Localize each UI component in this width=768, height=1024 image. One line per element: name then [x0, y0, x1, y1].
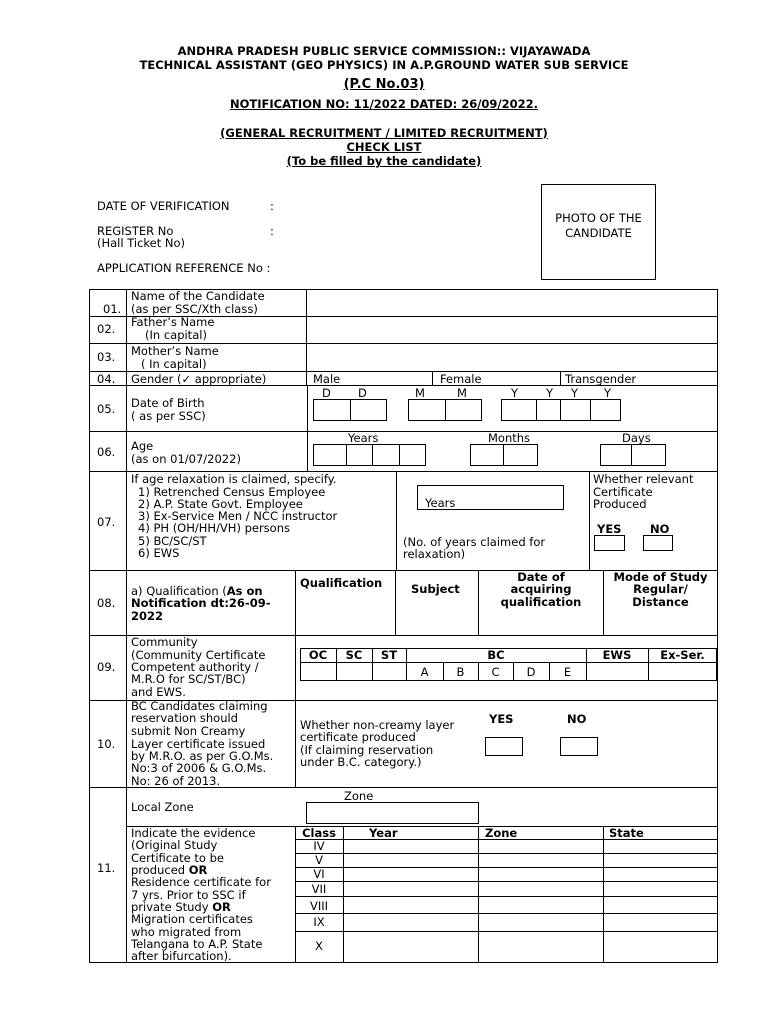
- row-08-label-1a: a) Qualification (: [131, 584, 227, 598]
- commission-title: ANDHRA PRADESH PUBLIC SERVICE COMMISSION:: VIJAYAWADA: [177, 44, 591, 58]
- bc-group-e[interactable]: E: [563, 665, 572, 679]
- certificate-question-3: Produced: [593, 497, 647, 511]
- certificate-yes-label: YES: [597, 522, 622, 536]
- row-01-label-2: (as per SSC/Xth class): [131, 302, 258, 316]
- row-06-number: 06.: [97, 445, 116, 459]
- label-value-divider: [307, 385, 308, 471]
- zone-header: Zone: [485, 826, 518, 840]
- row-07-divider: [396, 471, 397, 570]
- relaxation-years-input[interactable]: [417, 485, 564, 510]
- check-list-text: CHECK LIST: [346, 140, 422, 154]
- relaxation-years-label: Years: [425, 496, 456, 510]
- row-10-divider: [295, 700, 296, 787]
- row-09-label-2: (Community Certificate: [131, 648, 266, 662]
- row-07-number: 07.: [97, 515, 116, 529]
- date-header-2: acquiring: [510, 582, 572, 596]
- certificate-yes-checkbox[interactable]: [594, 535, 625, 551]
- relaxation-claimed-2: relaxation): [403, 547, 466, 561]
- age-days-input[interactable]: [600, 444, 666, 466]
- class-vi: VI: [313, 867, 325, 881]
- class-viii: VIII: [309, 899, 329, 913]
- qualification-header: Qualification: [300, 576, 383, 590]
- gender-transgender-option[interactable]: Transgender: [565, 372, 637, 386]
- certificate-no-label: NO: [650, 522, 670, 536]
- dob-month-label: M: [415, 386, 425, 400]
- year-header: Year: [369, 826, 398, 840]
- dob-year-label: Y: [571, 386, 579, 400]
- evidence-line-6: 7 yrs. Prior to SSC if: [131, 888, 246, 902]
- dob-month-input[interactable]: [408, 399, 482, 421]
- row-09-divider: [295, 635, 296, 700]
- zone-label: Zone: [344, 789, 374, 803]
- dob-year-label: Y: [511, 386, 519, 400]
- evidence-line-2: (Original Study: [131, 838, 218, 852]
- number-column-divider: [126, 289, 127, 963]
- age-years-label: Years: [348, 431, 379, 445]
- row-01-label-1: Name of the Candidate: [131, 289, 265, 303]
- row-10-label-7: No: 26 of 2013.: [131, 774, 221, 788]
- community-sc[interactable]: SC: [345, 648, 363, 662]
- father-name-field[interactable]: [307, 317, 717, 343]
- notification-text: NOTIFICATION NO: 11/2022 DATED: 26/09/2022.: [229, 97, 539, 111]
- gender-female-option[interactable]: Female: [440, 372, 482, 386]
- row-02-number: 02.: [97, 322, 116, 336]
- row-10-label-5: by M.R.O. as per G.O.Ms.: [131, 749, 274, 763]
- relaxation-item-5: 5) BC/SC/ST: [138, 534, 207, 548]
- evidence-line-7-text: private Study: [131, 900, 213, 914]
- gender-male-option[interactable]: Male: [313, 372, 341, 386]
- row-05-label-2: ( as per SSC): [131, 409, 206, 423]
- row-03-number: 03.: [97, 350, 116, 364]
- dob-month-label: M: [457, 386, 467, 400]
- row-09-label-5: and EWS.: [131, 685, 186, 699]
- recruitment-text: (GENERAL RECRUITMENT / LIMITED RECRUITMENT): [220, 126, 548, 140]
- certificate-no-checkbox[interactable]: [643, 535, 673, 551]
- non-creamy-question-4: under B.C. category.): [300, 755, 422, 769]
- row-06-label-2: (as on 01/07/2022): [131, 452, 241, 466]
- row-08-divider: [295, 570, 296, 635]
- notification-line: [0, 97, 768, 111]
- dob-day-input[interactable]: [313, 399, 387, 421]
- photo-label-1: PHOTO OF THE: [555, 211, 642, 225]
- gender-divider: [560, 371, 561, 385]
- photo-box[interactable]: [541, 184, 656, 280]
- row-07-label: If age relaxation is claimed, specify.: [131, 472, 337, 486]
- non-creamy-question-2: certificate produced: [300, 730, 416, 744]
- age-months-input[interactable]: [470, 444, 538, 466]
- hall-ticket-label: (Hall Ticket No): [97, 236, 186, 250]
- certificate-question-2: Certificate: [593, 485, 653, 499]
- mode-header-3: Distance: [632, 595, 689, 609]
- date-header-3: qualification: [500, 595, 582, 609]
- row-04-number: 04.: [97, 372, 116, 386]
- evidence-line-8: Migration certificates: [131, 912, 253, 926]
- dob-year-input[interactable]: [501, 399, 621, 421]
- community-oc[interactable]: OC: [308, 648, 328, 662]
- relaxation-item-2: 2) A.P. State Govt. Employee: [138, 497, 303, 511]
- mode-header-1: Mode of Study: [613, 570, 708, 584]
- gender-divider: [432, 371, 433, 385]
- age-days-label: Days: [622, 431, 651, 445]
- row-04-label: Gender (✓ appropriate): [131, 372, 267, 386]
- row-10-label-2: reservation should: [131, 711, 238, 725]
- row-05-number: 05.: [97, 402, 116, 416]
- row-08-label-2: Notification dt:26-09-: [131, 596, 271, 610]
- evidence-line-3: Certificate to be: [131, 851, 224, 865]
- row-06-label-1: Age: [131, 439, 154, 453]
- row-09-label-4: M.R.O for SC/ST/BC): [131, 672, 246, 686]
- non-creamy-yes-checkbox[interactable]: [485, 737, 523, 756]
- age-years-input[interactable]: [313, 444, 426, 466]
- row-07-divider: [589, 471, 590, 570]
- non-creamy-question-3: (If claiming reservation: [300, 743, 434, 757]
- class-vii: VII: [311, 882, 327, 896]
- row-08-number: 08.: [97, 596, 116, 610]
- bc-group-b[interactable]: B: [456, 665, 465, 679]
- dob-year-label: Y: [546, 386, 554, 400]
- non-creamy-no-checkbox[interactable]: [560, 737, 598, 756]
- non-creamy-no-label: NO: [567, 712, 587, 726]
- dob-day-label: D: [322, 386, 331, 400]
- relaxation-item-4: 4) PH (OH/HH/VH) persons: [138, 521, 290, 535]
- application-reference-label: APPLICATION REFERENCE No :: [97, 261, 271, 275]
- evidence-line-9: who migrated from: [131, 925, 242, 939]
- row-08-label-3: 2022: [131, 609, 164, 623]
- row-09-number: 09.: [97, 660, 116, 674]
- row-02-label-1: Father’s Name: [131, 315, 215, 329]
- class-iv: IV: [313, 839, 325, 853]
- row-03-label-1: Mother’s Name: [131, 344, 219, 358]
- pc-number: [0, 77, 768, 92]
- filled-by-note: [0, 154, 768, 168]
- post-title: TECHNICAL ASSISTANT (GEO PHYSICS) IN A.P.GROUND WATER SUB SERVICE: [139, 58, 629, 72]
- non-creamy-yes-label: YES: [489, 712, 514, 726]
- colon: :: [270, 224, 274, 238]
- dob-year-label: Y: [604, 386, 612, 400]
- relaxation-item-6: 6) EWS: [138, 546, 180, 560]
- row-09-label-3: Competent authority /: [131, 660, 259, 674]
- row-10-label-1: BC Candidates claiming: [131, 699, 268, 713]
- colon: :: [270, 199, 274, 213]
- row-11-number: 11.: [97, 861, 116, 875]
- row-02-label-2: (In capital): [145, 328, 207, 342]
- local-zone-label: Local Zone: [131, 800, 194, 814]
- row-10-label-4: Layer certificate issued: [131, 737, 266, 751]
- evidence-or: OR: [188, 863, 208, 877]
- subject-header: Subject: [411, 582, 460, 596]
- evidence-or: OR: [212, 900, 231, 914]
- evidence-line-1: Indicate the evidence: [131, 826, 256, 840]
- community-ex-servicemen[interactable]: Ex-Ser.: [660, 648, 705, 662]
- evidence-line-10: Telangana to A.P. State: [131, 937, 263, 951]
- filled-by-text: (To be filled by the candidate): [286, 154, 482, 168]
- relaxation-item-3: 3) Ex-Service Men / NCC instructor: [138, 509, 338, 523]
- mother-name-field[interactable]: [307, 344, 717, 371]
- check-list-title: [0, 140, 768, 154]
- register-no-label: REGISTER No: [97, 224, 174, 238]
- evidence-line-5: Residence certificate for: [131, 875, 271, 889]
- class-ix: IX: [313, 915, 325, 929]
- row-08-label-1b: As on: [226, 584, 263, 598]
- bc-group-d[interactable]: D: [526, 665, 536, 679]
- row-01-number: 01.: [103, 302, 122, 316]
- row-10-number: 10.: [97, 737, 116, 751]
- dob-day-label: D: [358, 386, 367, 400]
- class-x: X: [315, 939, 323, 953]
- relaxation-item-1: 1) Retrenched Census Employee: [138, 485, 326, 499]
- certificate-question-1: Whether relevant: [593, 472, 694, 486]
- bc-group-a[interactable]: A: [420, 665, 429, 679]
- bc-group-c[interactable]: C: [491, 665, 500, 679]
- date-header-1: Date of: [517, 570, 565, 584]
- community-st[interactable]: ST: [380, 648, 398, 662]
- class-header: Class: [302, 826, 336, 840]
- non-creamy-question-1: Whether non-creamy layer: [300, 718, 455, 732]
- relaxation-claimed-1: (No. of years claimed for: [403, 535, 546, 549]
- local-zone-input[interactable]: [306, 802, 479, 824]
- row-03-label-2: ( In capital): [141, 357, 207, 371]
- community-ews[interactable]: EWS: [602, 648, 632, 662]
- class-v: V: [315, 853, 323, 867]
- date-of-verification-label: DATE OF VERIFICATION: [97, 199, 230, 213]
- pc-number-text: (P.C No.03): [343, 77, 425, 92]
- community-bc[interactable]: BC: [487, 648, 505, 662]
- row-10-label-3: submit Non Creamy: [131, 724, 246, 738]
- row-05-label-1: Date of Birth: [131, 396, 205, 410]
- mode-header-2: Regular/: [633, 582, 688, 596]
- state-header: State: [609, 826, 644, 840]
- recruitment-type: [0, 126, 768, 140]
- photo-label-2: CANDIDATE: [565, 226, 632, 240]
- row-08-divider: [395, 570, 396, 635]
- row-10-label-6: No:3 of 2006 & G.O.Ms.: [131, 761, 267, 775]
- age-months-label: Months: [488, 431, 531, 445]
- evidence-line-11: after bifurcation).: [131, 949, 232, 963]
- evidence-line-4-text: produced: [131, 863, 189, 877]
- row-09-label-1: Community: [131, 635, 198, 649]
- candidate-name-field[interactable]: [307, 290, 717, 316]
